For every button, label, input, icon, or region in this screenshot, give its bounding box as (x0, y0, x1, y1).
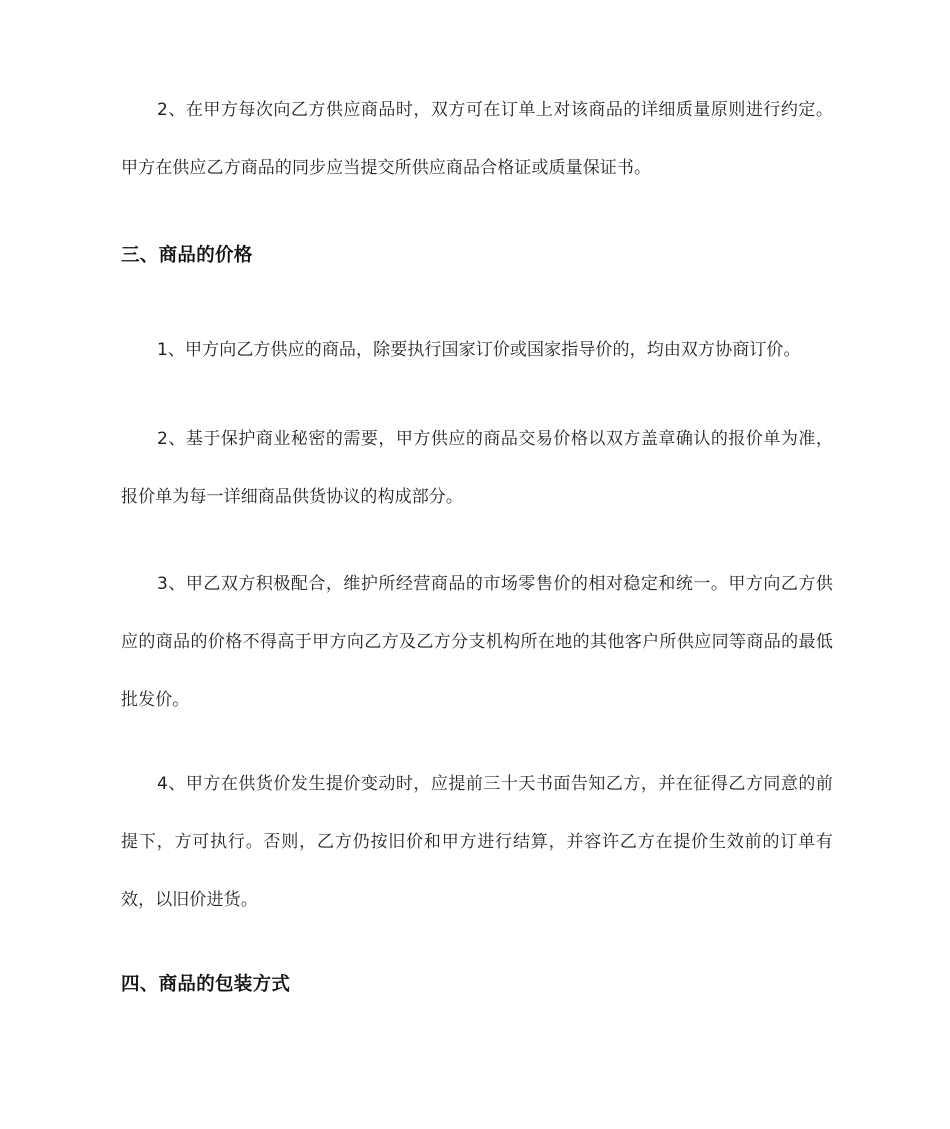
clause-3-retail-price: 3、甲乙双方积极配合，维护所经营商品的市场零售价的相对稳定和统一。甲方向乙方供应的商品的价格不得高于甲方向乙方及乙方分支机构所在地的其他客户所供应同等商品的最低批发价。 (121, 574, 833, 710)
clause-1-price-negotiation: 1、甲方向乙方供应的商品，除要执行国家订价或国家指导价的，均由双方协商订价。 (157, 340, 801, 360)
clause-4-price-change: 4、甲方在供货价发生提价变动时，应提前三十天书面告知乙方，并在征得乙方同意的前提下，方可执行。否则，乙方仍按旧价和甲方进行结算，并容许乙方在提价生效前的订单有效，以旧价进货。 (121, 774, 833, 910)
clause-2-quotation: 2、基于保护商业秘密的需要，甲方供应的商品交易价格以双方盖章确认的报价单为准，报价单为每一详细商品供货协议的构成部分。 (121, 429, 833, 507)
section-heading-packaging: 四、商品的包装方式 (121, 974, 291, 995)
clause-2-quality-standard: 2、在甲方每次向乙方供应商品时，双方可在订单上对该商品的详细质量原则进行约定。甲方在供应乙方商品的同步应当提交所供应商品合格证或质量保证书。 (121, 100, 833, 178)
section-heading-price: 三、商品的价格 (121, 245, 253, 266)
